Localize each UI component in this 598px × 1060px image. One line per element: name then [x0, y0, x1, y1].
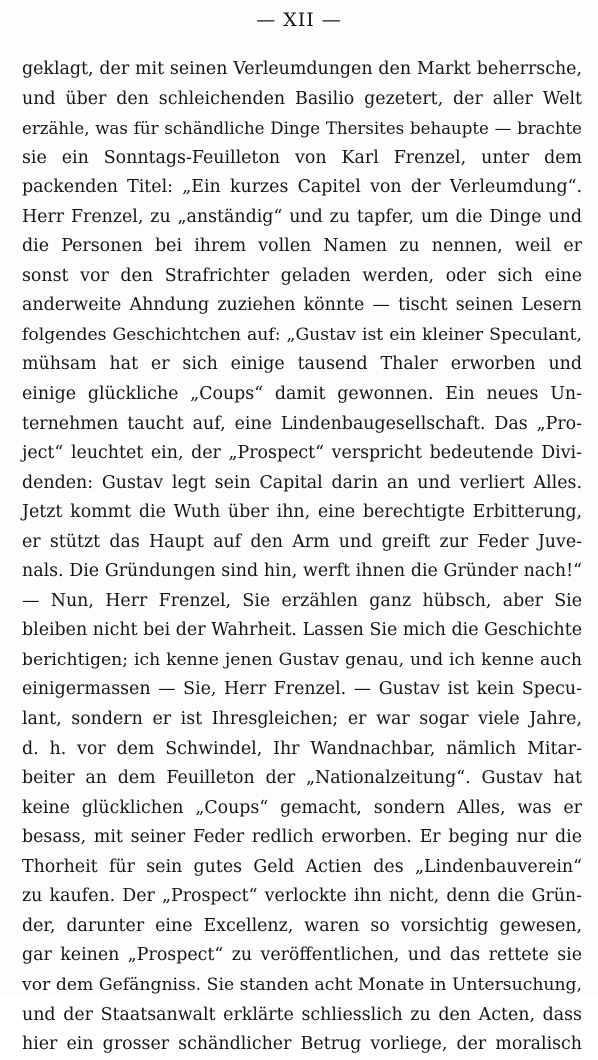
text-line: der, darunter eine Excellenz, waren so vorsichtig gewesen,: [22, 915, 582, 936]
text-line: beiter an dem Feuilleton der „Nationalzeitung“. Gustav hat: [22, 768, 582, 789]
text-line: denden: Gustav legt sein Capital darin an und verliert Alles.: [22, 472, 582, 493]
text-line: ternehmen taucht auf, eine Lindenbaugesellschaft. Das „Pro-: [22, 413, 582, 434]
text-line: sie ein Sonntags-Feuilleton von Karl Frenzel, unter dem: [22, 147, 582, 168]
text-line: ject“ leuchtet ein, der „Prospect“ verspricht bedeutende Divi-: [22, 443, 582, 464]
text-line: Thorheit für sein gutes Geld Actien des „Lindenbauverein“: [22, 856, 582, 877]
text-line: und der Staatsanwalt erklärte schliesslich zu den Acten, dass: [22, 1004, 582, 1025]
text-line: die Personen bei ihrem vollen Namen zu nennen, weil er: [22, 236, 582, 257]
text-line: einigermassen — Sie, Herr Frenzel. — Gustav ist kein Specu-: [22, 679, 582, 700]
text-line: er stützt das Haupt auf den Arm und greift zur Feder Juve-: [22, 531, 582, 552]
body-text: [22, 55, 582, 1060]
text-line: nals. Die Gründungen sind hin, werft ihnen die Gründer nach!“: [22, 561, 582, 582]
text-line: bleiben nicht bei der Wahrheit. Lassen Sie mich die Geschichte: [22, 620, 582, 641]
text-line: berichtigen; ich kenne jenen Gustav genau, und ich kenne auch: [22, 649, 582, 670]
text-line: zu kaufen. Der „Prospect“ verlockte ihn nicht, denn die Grün-: [22, 886, 582, 907]
text-line: d. h. vor dem Schwindel, Ihr Wandnachbar, nämlich Mitar-: [22, 738, 582, 759]
text-line: hier ein grosser schändlicher Betrug vorliege, der moralisch: [22, 1034, 582, 1055]
text-line: packenden Titel: „Ein kurzes Capitel von der Verleumdung“.: [22, 177, 582, 198]
text-line: keine glücklichen „Coups“ gemacht, sondern Alles, was er: [22, 797, 582, 818]
text-line: einige glückliche „Coups“ damit gewonnen. Ein neues Un-: [22, 384, 582, 405]
text-line: und über den schleichenden Basilio gezetert, der aller Welt: [22, 88, 582, 109]
text-line: geklagt, der mit seinen Verleumdungen den Markt beherrsche,: [22, 59, 582, 79]
text-line: erzähle, was für schändliche Dinge Thersites behaupte — brachte: [22, 119, 582, 139]
text-line: Herr Frenzel, zu „anständig“ und zu tapfer, um die Dinge und: [22, 206, 582, 227]
text-line: sonst vor den Strafrichter geladen werden, oder sich eine: [22, 265, 582, 286]
text-line: anderweite Ahndung zuziehen könnte — tischt seinen Lesern: [22, 295, 582, 316]
text-line: gar keinen „Prospect“ zu veröffentlichen, und das rettete sie: [22, 945, 582, 966]
text-line: lant, sondern er ist Ihresgleichen; er war sogar viele Jahre,: [22, 709, 582, 730]
text-line: folgendes Geschichtchen auf: „Gustav ist ein kleiner Speculant,: [22, 324, 582, 345]
page-number-header: — XII —: [256, 9, 342, 31]
text-line: mühsam hat er sich einige tausend Thaler erworben und: [22, 354, 582, 375]
text-line: besass, mit seiner Feder redlich erworben. Er beging nur die: [22, 827, 582, 848]
text-line: — Nun, Herr Frenzel, Sie erzählen ganz hübsch, aber Sie: [22, 590, 582, 611]
text-line: vor dem Gefängniss. Sie standen acht Monate in Untersuchung,: [22, 974, 582, 995]
text-line: Jetzt kommt die Wuth über ihn, eine berechtigte Erbitterung,: [22, 502, 582, 523]
